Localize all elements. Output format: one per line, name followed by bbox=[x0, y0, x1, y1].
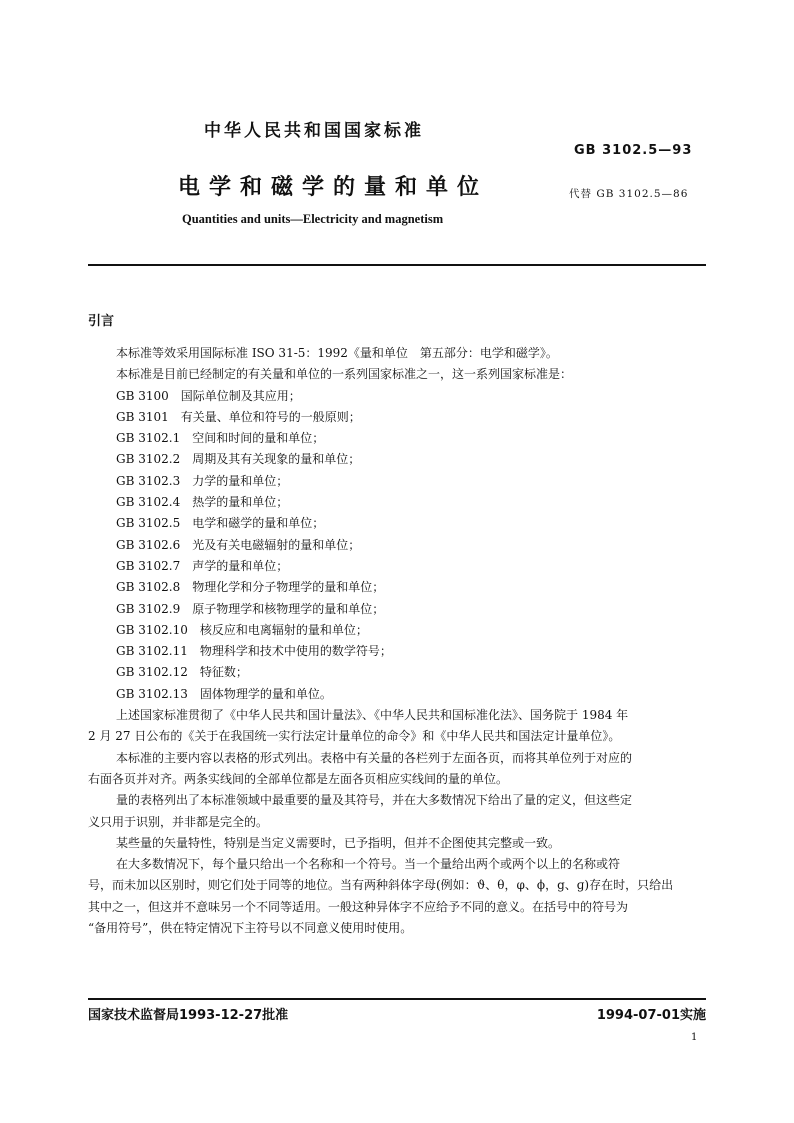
paragraph-line: 量的表格列出了本标准领域中最重要的量及其符号，并在大多数情况下给出了量的定义，但这些定 bbox=[116, 793, 633, 808]
standard-list-item: GB 3100 国际单位制及其应用； bbox=[116, 388, 301, 403]
paragraph-line: 本标准的主要内容以表格的形式列出。表格中有关量的各栏列于左面各页，而将其单位列于对应的 bbox=[116, 750, 633, 765]
paragraph-line: 某些量的矢量特性，特别是当定义需要时，已予指明，但并不企图使其完整或一致。 bbox=[116, 835, 561, 850]
paragraph-line: 右面各页并对齐。两条实线间的全部单位都是左面各页相应实线间的量的单位。 bbox=[88, 771, 509, 786]
standard-list-item: GB 3102.1 空间和时间的量和单位； bbox=[116, 431, 325, 446]
standard-list-item: GB 3102.13 固体物理学的量和单位。 bbox=[116, 686, 332, 701]
page-number: 1 bbox=[691, 1032, 698, 1043]
standard-list-item: GB 3102.2 周期及其有关现象的量和单位； bbox=[116, 452, 361, 467]
document-title-cn: 电学和磁学的量和单位 bbox=[178, 175, 489, 200]
standard-list-item: GB 3102.4 热学的量和单位； bbox=[116, 495, 289, 510]
standard-list-item: GB 3101 有关量、单位和符号的一般原则； bbox=[116, 409, 361, 424]
paragraph-line: 上述国家标准贯彻了《中华人民共和国计量法》、《中华人民共和国标准化法》、国务院于 1984 年 bbox=[116, 708, 629, 723]
standard-code: GB 3102.5—93 bbox=[574, 143, 693, 158]
standard-list-item: GB 3102.7 声学的量和单位； bbox=[116, 558, 289, 573]
standard-list-item: GB 3102.9 原子物理学和核物理学的量和单位； bbox=[116, 601, 385, 616]
section-heading: 引言 bbox=[88, 314, 115, 329]
standard-list-item: GB 3102.10 核反应和电离辐射的量和单位； bbox=[116, 622, 368, 637]
effective-date: 1994-07-01实施 bbox=[596, 1008, 706, 1023]
paragraph-line: “备用符号”，供在特定情况下主符号以不同意义使用时使用。 bbox=[88, 921, 413, 936]
standard-list-item: GB 3102.11 物理科学和技术中使用的数学符号； bbox=[116, 644, 392, 659]
paragraph-line: 其中之一，但这并不意味另一个不同等适用。一般这种异体字不应给予不同的意义。在括号中的符号为 bbox=[88, 899, 629, 914]
paragraph-line: 号，而未加以区别时，则它们处于同等的地位。当有两种斜体字母(例如：ϑ、θ，φ、ϕ，g、ɡ)存在时，只给出 bbox=[88, 878, 674, 893]
footer-divider bbox=[88, 998, 706, 1000]
standard-list-item: GB 3102.3 力学的量和单位； bbox=[116, 473, 289, 488]
replaces-standard: 代替 GB 3102.5—86 bbox=[569, 188, 689, 200]
header-divider bbox=[88, 264, 706, 266]
standard-list-item: GB 3102.8 物理化学和分子物理学的量和单位； bbox=[116, 580, 385, 595]
paragraph-line: 本标准是目前已经制定的有关量和单位的一系列国家标准之一，这一系列国家标准是： bbox=[116, 367, 573, 382]
standard-list-item: GB 3102.5 电学和磁学的量和单位； bbox=[116, 516, 325, 531]
section-body bbox=[88, 343, 706, 939]
paragraph-line: 在大多数情况下，每个量只给出一个名称和一个符号。当一个量给出两个或两个以上的名称或符 bbox=[116, 857, 621, 872]
national-standard-heading: 中华人民共和国国家标准 bbox=[204, 121, 424, 141]
standard-list-item: GB 3102.12 特征数； bbox=[116, 665, 248, 680]
document-title-en: Quantities and units—Electricity and magnetism bbox=[182, 212, 444, 226]
approval-date: 国家技术监督局1993-12-27批准 bbox=[88, 1008, 289, 1023]
paragraph-line: 本标准等效采用国际标准 ISO 31-5：1992《量和单位 第五部分：电学和磁学》。 bbox=[116, 346, 558, 360]
paragraph-line: 义只用于识别，并非都是完全的。 bbox=[88, 814, 269, 829]
standard-list-item: GB 3102.6 光及有关电磁辐射的量和单位； bbox=[116, 537, 361, 552]
paragraph-line: 2 月 27 日公布的《关于在我国统一实行法定计量单位的命令》和《中华人民共和国法定计量单位》。 bbox=[88, 729, 621, 744]
